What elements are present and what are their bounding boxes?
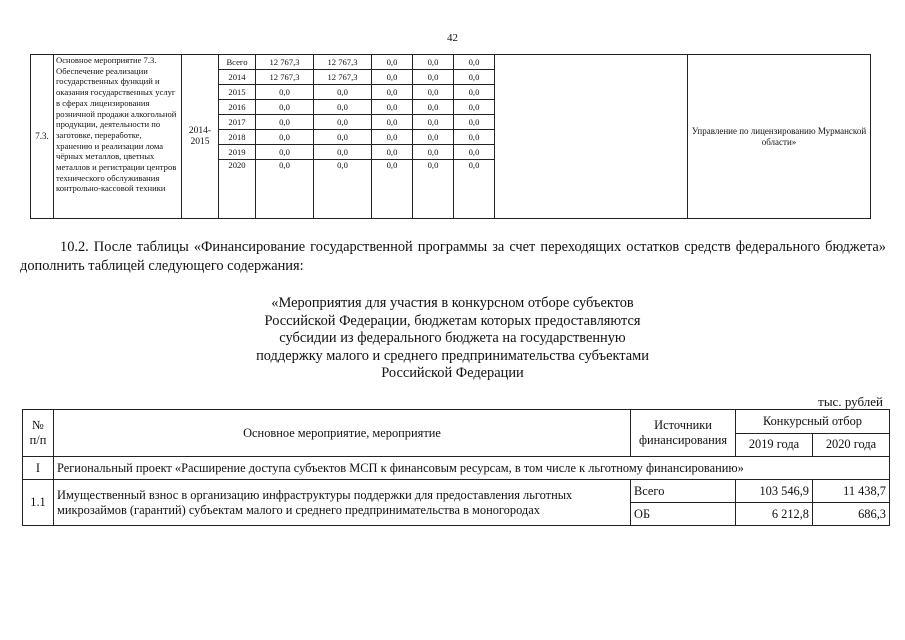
value-cell: 0,0 <box>454 130 495 145</box>
value-cell: 0,0 <box>413 160 454 219</box>
year-cell: Всего <box>219 55 256 70</box>
value-cell: 103 546,9 <box>736 480 813 503</box>
executor: Управление по лицензированию Мурманской области» <box>688 55 871 219</box>
header-num: № п/п <box>23 410 54 457</box>
value-cell: 11 438,7 <box>813 480 890 503</box>
header-name: Основное мероприятие, мероприятие <box>54 410 631 457</box>
title-line: Российской Федерации <box>381 365 524 381</box>
value-cell: 0,0 <box>372 145 413 160</box>
value-cell: 0,0 <box>413 130 454 145</box>
year-cell: 2016 <box>219 100 256 115</box>
table-row <box>23 480 890 503</box>
value-cell: 0,0 <box>256 130 314 145</box>
value-cell: 0,0 <box>256 160 314 219</box>
period: 2014-2015 <box>182 55 219 219</box>
measure-description: Основное мероприятие 7.3. Обеспечение реализации государственных функций и оказания государственных услуг в сферах лицензирования розничной продажи алкогольной продукции, деятельности по заготовке, переработке, хранению и реализации лома чёрных металлов, цветных металлов и регистрации центров технического обслуживания контрольно-кассовой техники <box>54 55 182 219</box>
empty-cell <box>495 55 688 219</box>
year-cell: 2014 <box>219 70 256 85</box>
value-cell: 0,0 <box>256 145 314 160</box>
paragraph-text: 10.2. После таблицы «Финансирование государственной программы за счет переходящих остатков средств федерального бюджета» дополнить таблицей следующего содержания: <box>20 239 886 274</box>
item-number: 1.1 <box>23 480 54 526</box>
item-text: Имущественный взнос в организацию инфраструктуры поддержки для предоставления льготных микрозаймов (гарантий) субъектам малого и среднего предпринимательства в моногородах <box>54 480 631 526</box>
table-row <box>31 55 871 70</box>
amendment-paragraph <box>20 238 886 276</box>
value-cell: 12 767,3 <box>314 70 372 85</box>
title-line: субсидии из федерального бюджета на государственную <box>279 330 626 346</box>
value-cell: 0,0 <box>413 85 454 100</box>
value-cell: 0,0 <box>454 70 495 85</box>
year-cell: 2017 <box>219 115 256 130</box>
header-source: Источники финансирования <box>631 410 736 457</box>
value-cell: 0,0 <box>454 55 495 70</box>
section-number: I <box>23 457 54 480</box>
value-cell: 0,0 <box>314 130 372 145</box>
financing-table-7-3 <box>30 54 871 219</box>
header-competition: Конкурсный отбор <box>736 410 890 434</box>
value-cell: 0,0 <box>454 115 495 130</box>
source-cell: Всего <box>631 480 736 503</box>
value-cell: 0,0 <box>454 85 495 100</box>
value-cell: 0,0 <box>413 55 454 70</box>
table-title <box>0 295 905 383</box>
value-cell: 12 767,3 <box>256 55 314 70</box>
competitive-selection-table <box>22 409 890 526</box>
header-year-2019: 2019 года <box>736 433 813 457</box>
value-cell: 0,0 <box>372 70 413 85</box>
value-cell: 0,0 <box>372 160 413 219</box>
title-line: поддержку малого и среднего предпринимательства субъектами <box>256 347 649 364</box>
page-number: 42 <box>447 32 458 44</box>
header-year-2020: 2020 года <box>813 433 890 457</box>
section-title: Региональный проект «Расширение доступа субъектов МСП к финансовым ресурсам, в том числе к льготному финансированию» <box>54 457 890 480</box>
value-cell: 0,0 <box>314 160 372 219</box>
year-cell: 2020 <box>219 160 256 219</box>
value-cell: 0,0 <box>413 70 454 85</box>
value-cell: 0,0 <box>413 145 454 160</box>
year-cell: 2015 <box>219 85 256 100</box>
value-cell: 0,0 <box>314 100 372 115</box>
value-cell: 0,0 <box>256 85 314 100</box>
value-cell: 0,0 <box>256 115 314 130</box>
value-cell: 0,0 <box>372 85 413 100</box>
table-row <box>23 457 890 480</box>
value-cell: 0,0 <box>454 100 495 115</box>
title-line: Российской Федерации, бюджетам которых предоставляются <box>264 312 641 329</box>
value-cell: 0,0 <box>413 100 454 115</box>
value-cell: 0,0 <box>314 115 372 130</box>
year-cell: 2019 <box>219 145 256 160</box>
value-cell: 12 767,3 <box>256 70 314 85</box>
value-cell: 0,0 <box>454 160 495 219</box>
title-line: «Мероприятия для участия в конкурсном отборе субъектов <box>271 295 634 311</box>
value-cell: 0,0 <box>314 85 372 100</box>
value-cell: 0,0 <box>372 55 413 70</box>
source-cell: ОБ <box>631 503 736 526</box>
value-cell: 686,3 <box>813 503 890 526</box>
value-cell: 0,0 <box>372 130 413 145</box>
value-cell: 0,0 <box>413 115 454 130</box>
year-cell: 2018 <box>219 130 256 145</box>
value-cell: 0,0 <box>372 100 413 115</box>
value-cell: 0,0 <box>256 100 314 115</box>
row-number: 7.3. <box>31 55 54 219</box>
value-cell: 0,0 <box>314 145 372 160</box>
value-cell: 6 212,8 <box>736 503 813 526</box>
units-label: тыс. рублей <box>818 394 883 409</box>
value-cell: 12 767,3 <box>314 55 372 70</box>
table-header-row <box>23 410 890 434</box>
value-cell: 0,0 <box>454 145 495 160</box>
value-cell: 0,0 <box>372 115 413 130</box>
